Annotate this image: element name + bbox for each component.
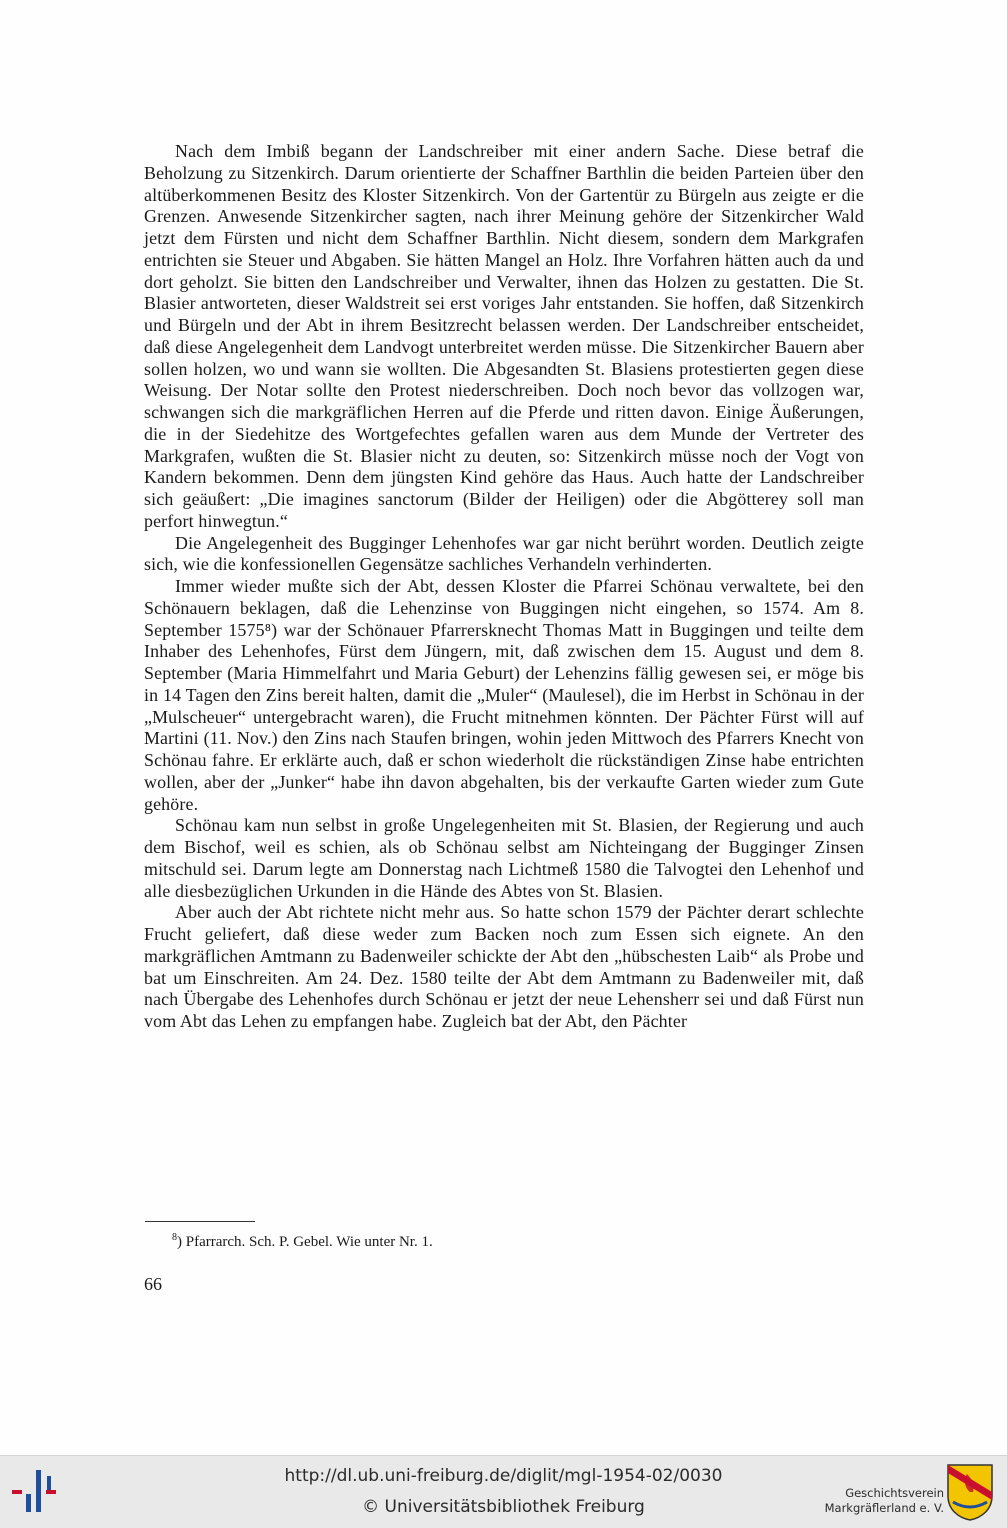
paragraph-2: Die Angelegenheit des Bugginger Lehenhofes war gar nicht berührt worden. Deutlich zeigte sich, wie die konfessionellen Gegensätze sachliches Verhandeln verhinderten. bbox=[144, 532, 864, 575]
society-line-1: Geschichtsverein bbox=[845, 1486, 944, 1500]
paragraph-4: Schönau kam nun selbst in große Ungelegenheiten mit St. Blasien, der Regierung und auch dem Bischof, weil es schien, als ob Schönau selbst am Nichteingang der Bugginger Zinsen mitschuld sei. Darum legte am Donnerstag nach Lichtmeß 1580 die Talvogtei den Lehenhof und alle diesbezüglichen Urkunden in die Hände des Abtes von St. Blasien. bbox=[144, 815, 864, 901]
footnote-text: ) Pfarrarch. Sch. P. Gebel. Wie unter Nr. 1. bbox=[177, 1234, 433, 1250]
document-url-link[interactable]: http://dl.ub.uni-freiburg.de/diglit/mgl-1954-02/0030 bbox=[284, 1466, 723, 1486]
paragraph-3: Immer wieder mußte sich der Abt, dessen Kloster die Pfarrei Schönau verwaltete, bei den Schönauern beklagen, daß die Lehenzinse von Buggingen nicht eingehen, so 1574. Am 8. September 1575⁸) war der Schönauer Pfarrersknecht Thomas Matt in Buggingen und teilte dem Inhaber des Lehenhofes, Fürst dem Jüngern, mit, daß zwischen dem 15. August und dem 8. September (Maria Himmelfahrt und Maria Geburt) der Lehenzins fällig gewesen sei, er möge bis in 14 Tagen den Zins bereit halten, damit die „Muler“ (Maulesel), die im Herbst in Schönau in der „Mulscheuer“ untergebracht waren), die Frucht mitnehmen könnten. Der Pächter Fürst will auf Martini (11. Nov.) den Zins nach Staufen bringen, wohin jeden Mittwoch des Pfarrers Knecht von Schönau fahre. Er erklärte auch, daß er schon wiederholt die rückständigen Zinse habe entrichten wollen, aber der „Junker“ habe ihn davon abgehalten, bis der verkaufte Garten wieder zum Gute gehöre. bbox=[144, 576, 864, 814]
markgraeflerland-crest-icon[interactable] bbox=[945, 1462, 995, 1522]
society-line-2: Markgräflerland e. V. bbox=[824, 1501, 944, 1515]
body-text bbox=[144, 141, 864, 1033]
copyright-text: © Universitätsbibliothek Freiburg bbox=[362, 1497, 645, 1517]
footnote-rule bbox=[145, 1221, 255, 1222]
society-name bbox=[812, 1486, 944, 1516]
footer-bar bbox=[0, 1455, 1007, 1528]
paragraph-5: Aber auch der Abt richtete nicht mehr aus. So hatte schon 1579 der Pächter derart schlechte Frucht geliefert, daß diese weder zum Backen noch zum Essen sich eignete. An den markgräflichen Amtmann zu Badenweiler schickte der Abt den „hübschesten Laib“ als Probe und bat um Einschreiten. Am 24. Dez. 1580 teilte der Abt dem Amtmann zu Badenweiler mit, daß nach Übergabe des Lehenhofes durch Schönau er jetzt der neue Lehensherr sei und daß Fürst nun vom Abt das Lehen zu empfangen habe. Zugleich bat der Abt, den Pächter bbox=[144, 902, 864, 1031]
page-number: 66 bbox=[144, 1274, 162, 1294]
paragraph-1: Nach dem Imbiß begann der Landschreiber mit einer andern Sache. Diese betraf die Beholzung zu Sitzenkirch. Darum orientierte der Schaffner Barthlin die beiden Parteien über den altüberkommenen Besitz des Kloster Sitzenkirch. Von der Gartentür zu Bürgeln aus zeigte er die Grenzen. Anwesende Sitzenkircher sagten, nach ihrer Meinung gehöre der Sitzenkircher Wald jetzt dem Fürsten und nicht dem Schaffner Barthlin. Nicht diesem, sondern dem Markgrafen entrichten sie Steuer und Abgaben. Sie hätten Mangel an Holz. Ihre Vorfahren hätten auch da und dort geholzt. Sie bitten den Landschreiber und Verwalter, ihnen das Holzen zu gestatten. Die St. Blasier antworteten, dieser Waldstreit sei erst voriges Jahr entstanden. Sie hoffen, daß Sitzenkirch und Bürgeln und der Abt in ihrem Besitzrecht belassen werden. Der Landschreiber entscheidet, daß diese Angelegenheit dem Landvogt unterbreitet werden müsse. Die Sitzenkircher Bauern aber sollen holzen, wo und wann sie wollten. Die Abgesandten St. Blasiens protestierten gegen diese Weisung. Der Notar sollte den Protest niederschreiben. Doch noch bevor das vollzogen war, schwangen sich die markgräflichen Herren auf die Pferde und ritten davon. Einige Äußerungen, die in der Siedehitze des Wortgefechtes gefallen waren aus dem Munde der Vertreter des Markgrafen, wußten die St. Blasier nicht zu deuten, so: Sitzenkirch müsse noch der Vogt von Kandern bekommen. Denn dem jüngsten Kind gehöre das Haus. Auch hatte der Landschreiber sich geäußert: „Die imagines sanctorum (Bilder der Heiligen) oder die Abgötterey soll man perfort hinwegtun.“ bbox=[144, 141, 864, 531]
footnote-marker: 8 bbox=[172, 1232, 177, 1243]
footnote bbox=[172, 1232, 433, 1251]
